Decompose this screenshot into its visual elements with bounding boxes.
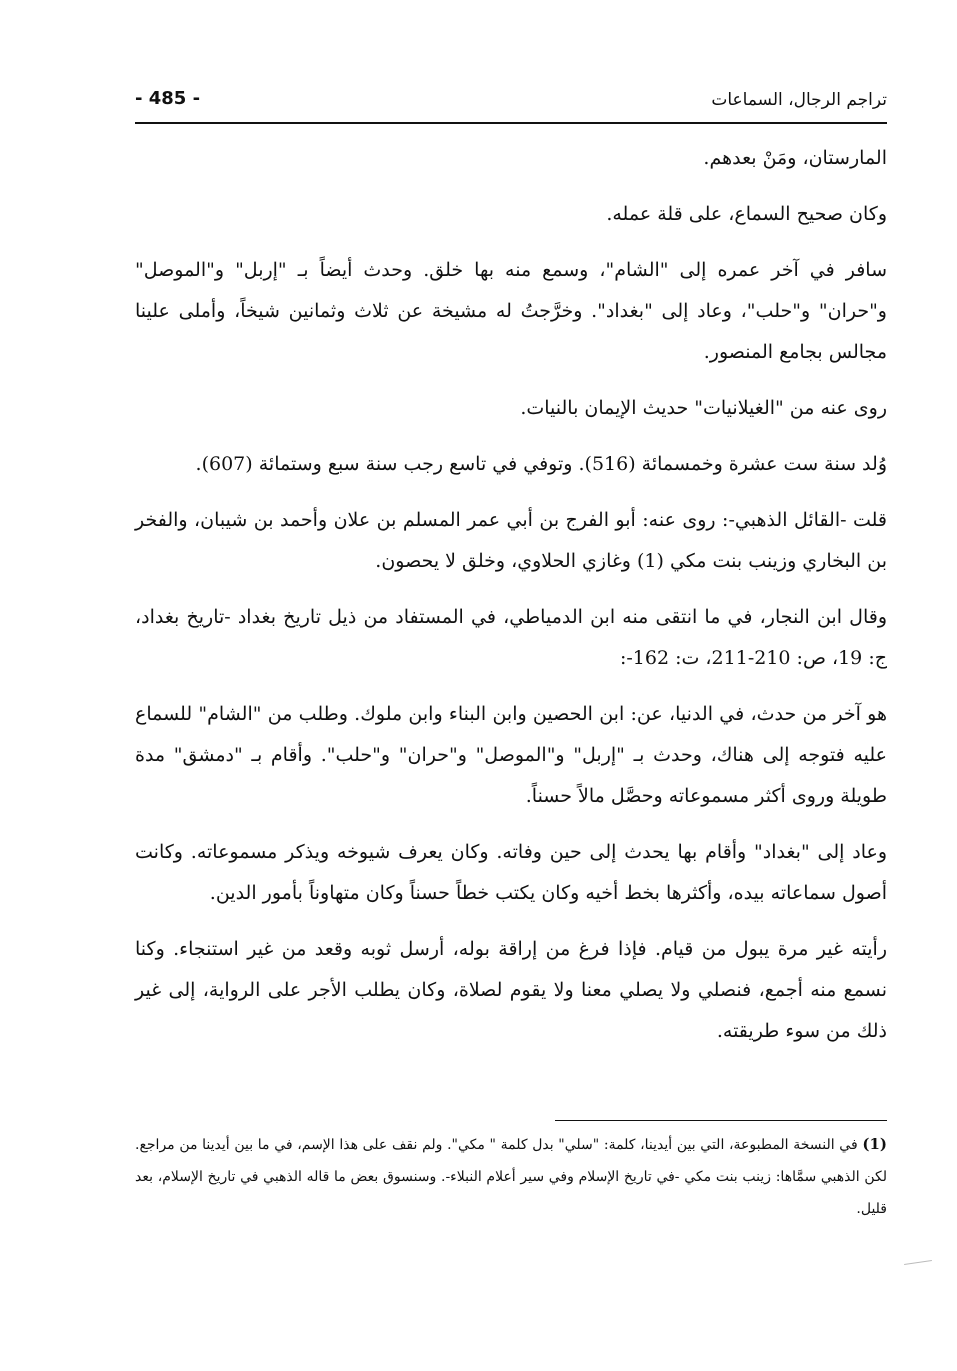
page-number: - 485 -	[135, 88, 201, 109]
paragraph: المارستان، ومَنْ بعدهم.	[703, 147, 887, 169]
paragraph: روى عنه من "الغيلانيات" حديث الإيمان بالنيات.	[520, 397, 887, 419]
running-title: تراجم الرجال، السماعات	[711, 90, 887, 110]
body-text	[135, 138, 887, 1067]
footnote	[135, 1128, 887, 1225]
footnote-rule	[555, 1120, 887, 1121]
paragraph: سافر في آخر عمره إلى "الشام"، وسمع منه بها خلق. وحدث أيضاً بـ "إربل" و"الموصل" و"حران" و"حلب"، وعاد إلى "بغداد". وخرَّجتُ له مشيخة عن ثلاث وثمانين شيخاً، وأملى علينا مجالس بجامع المنصور.	[135, 259, 887, 363]
page-header	[135, 84, 887, 120]
footnote-marker: (1)	[862, 1135, 887, 1153]
paragraph: وكان صحيح السماع، على قلة عمله.	[606, 203, 887, 225]
paragraph: وقال ابن النجار، في ما انتقى منه ابن الدمياطي، في المستفاد من ذيل تاريخ بغداد -تاريخ بغداد، ج: 19، ص: 210-211، ت: 162-:	[135, 606, 887, 669]
header-rule	[135, 122, 887, 124]
paragraph: رأيته غير مرة يبول من قيام. فإذا فرغ من إراقة بوله، أرسل ثوبه وقعد من غير استنجاء. وكنا نسمع منه أجمع، فنصلي ولا يصلي معنا ولا يقوم لصلاة، وكان يطلب الأجر على الرواية، إلى غير ذلك من سوء طريقته.	[135, 938, 887, 1042]
paragraph: وُلد سنة ست عشرة وخمسمائة (516). وتوفي في تاسع رجب سنة سبع وستمائة (607).	[195, 453, 887, 475]
paragraph: قلت -القائل الذهبي-: روى عنه: أبو الفرج بن أبي عمر المسلم بن علان وأحمد بن شيبان، والفخر بن البخاري وزينب بنت مكي (1) وغازي الحلاوي، وخلق لا يحصون.	[135, 509, 887, 572]
scan-mark	[904, 1260, 932, 1265]
paragraph: هو آخر من حدث، في الدنيا، عن: ابن الحصين وابن البناء وابن ملوك. وطلب من "الشام" للسماع عليه فتوجه إلى هناك، وحدث بـ "إربل" و"الموصل" و"حران" و"حلب". وأقام بـ "دمشق" مدة طويلة وروى أكثر مسموعاته وحصَّل مالاً حسناً.	[135, 703, 887, 807]
footnote-text: في النسخة المطبوعة، التي بين أيدينا، كلمة: "سلي" بدل كلمة " مكي". ولم نقف على هذا الإسم، في ما بين أيدينا من مراجع. لكن الذهبي سمَّاها: زينب بنت مكي -في تاريخ الإسلام وفي سير أعلام النبلاء-. وسنسوق بعض ما قاله الذهبي في تاريخ الإسلام، بعد قليل.	[135, 1137, 887, 1217]
footnote-paragraph	[135, 1128, 887, 1225]
paragraph: وعاد إلى "بغداد" وأقام بها يحدث إلى حين وفاته. وكان يعرف شيوخه ويذكر مسموعاته. وكانت أصول سماعاته بيده، وأكثرها بخط أخيه وكان يكتب خطاً حسناً وكان متهاوناً بأمور الدين.	[135, 841, 887, 904]
